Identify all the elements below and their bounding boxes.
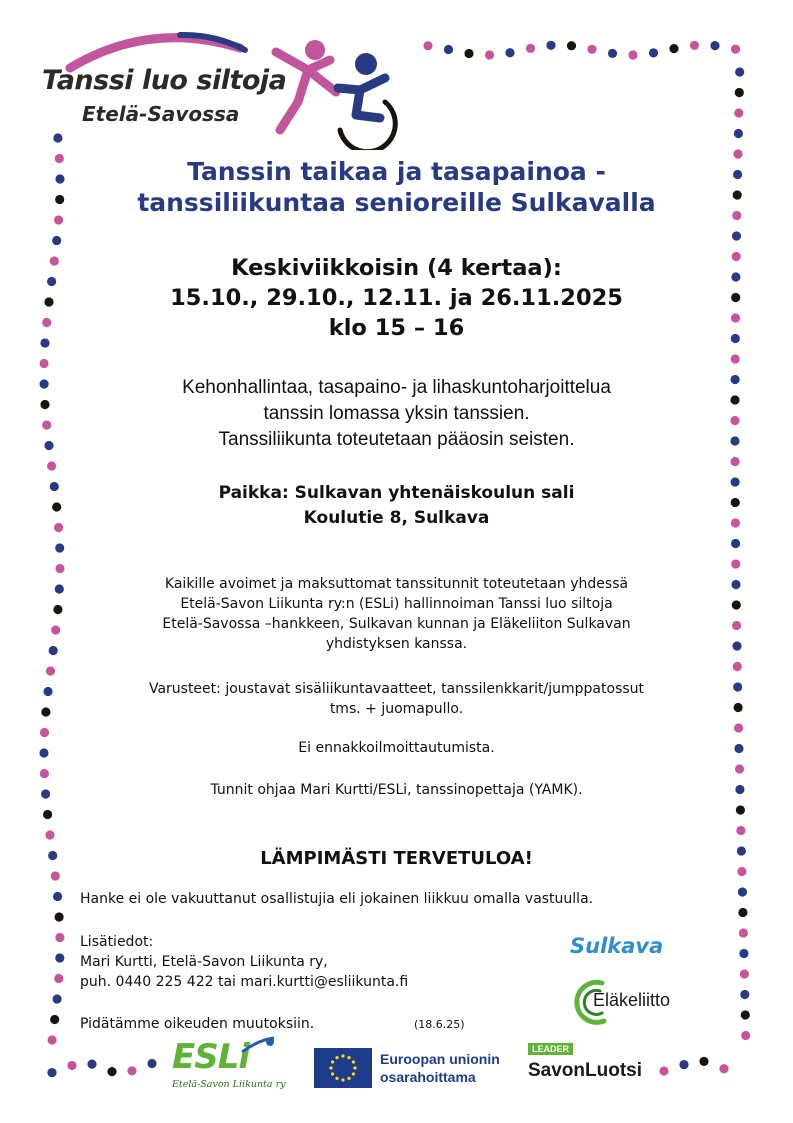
border-dot <box>67 1061 76 1070</box>
border-dot <box>567 41 576 50</box>
border-dot <box>423 41 432 50</box>
place-line-1: Paikka: Sulkavan yhtenäiskoulun sali <box>218 483 575 503</box>
border-dot <box>127 1066 136 1075</box>
esli-swoosh-icon <box>240 1036 276 1056</box>
border-dot <box>55 543 64 552</box>
border-dot <box>55 564 64 573</box>
elakeliitto-logo: Eläkeliitto <box>593 990 671 1010</box>
savonluotsi-logo: SavonLuotsi <box>528 1060 643 1081</box>
border-dot <box>738 908 747 917</box>
rights-note: Pidätämme oikeuden muutoksiin. <box>80 1016 315 1032</box>
title-line-1: Tanssin taikaa ja tasapainoa - <box>187 157 606 186</box>
border-dot <box>649 48 658 57</box>
border-dot <box>741 1010 750 1019</box>
border-dot <box>505 48 514 57</box>
teacher: Tunnit ohjaa Mari Kurtti/ESLi, tanssinopettaja (YAMK). <box>210 782 583 798</box>
border-dot <box>733 662 742 671</box>
border-dot <box>47 461 56 470</box>
description-line-3: Tanssiliikunta toteutetaan pääosin seisten. <box>218 429 575 450</box>
esli-subtitle: Etelä-Savon Liikunta ry <box>172 1079 286 1090</box>
border-dot <box>731 457 740 466</box>
border-dot <box>732 231 741 240</box>
eu-line-2: osarahoittama <box>380 1069 476 1085</box>
border-dot <box>55 933 64 942</box>
schedule <box>0 253 793 343</box>
border-dot <box>669 44 678 53</box>
border-dot <box>628 50 637 59</box>
info-line-4: yhdistyksen kanssa. <box>325 636 468 652</box>
border-dot <box>608 49 617 58</box>
border-dot <box>546 41 555 50</box>
info-paragraph <box>0 574 793 654</box>
contact-info <box>80 932 408 992</box>
border-dot <box>43 810 52 819</box>
border-dot <box>40 769 49 778</box>
border-dot <box>587 45 596 54</box>
navy-dancer-body <box>338 78 385 118</box>
date-note: (18.6.25) <box>414 1018 465 1031</box>
border-dot <box>735 764 744 773</box>
border-dot <box>107 1067 116 1076</box>
logo-subtitle: Etelä-Savossa <box>82 102 240 126</box>
contact-heading: Lisätiedot: <box>80 934 154 950</box>
border-dot <box>736 805 745 814</box>
border-dot <box>736 826 745 835</box>
schedule-line-1: Keskiviikkoisin (4 kertaa): <box>231 255 562 281</box>
description <box>0 375 793 453</box>
esli-logo: ESLi <box>172 1037 250 1077</box>
title-line-2: tanssiliikuntaa senioreille Sulkavalla <box>137 188 656 217</box>
welcome-heading: LÄMPIMÄSTI TERVETULOA! <box>260 848 533 869</box>
disclaimer: Hanke ei ole vakuuttanut osallistujia eli jokainen liikkuu omalla vastuulla. <box>80 891 594 907</box>
border-dot <box>734 129 743 138</box>
border-dot <box>55 953 64 962</box>
pink-dancer-head <box>305 40 325 60</box>
border-dot <box>740 990 749 999</box>
border-dot <box>47 1068 56 1077</box>
border-dot <box>739 928 748 937</box>
event-title <box>0 156 793 218</box>
border-dot <box>87 1060 96 1069</box>
border-dot <box>731 559 740 568</box>
border-dot <box>679 1060 688 1069</box>
leader-badge: LEADER <box>528 1043 573 1055</box>
description-line-1: Kehonhallintaa, tasapaino- ja lihaskuntoharjoittelua <box>182 377 611 398</box>
border-dot <box>526 44 535 53</box>
wheelchair-wheel <box>340 102 395 150</box>
logo-arc <box>70 38 240 68</box>
schedule-line-3: klo 15 – 16 <box>328 315 465 341</box>
contact-line-1: Mari Kurtti, Etelä-Savon Liikunta ry, <box>80 954 328 970</box>
navy-dancer-head <box>355 53 377 75</box>
border-dot <box>734 108 743 117</box>
border-dot <box>53 892 62 901</box>
border-dot <box>719 1064 728 1073</box>
info-line-3: Etelä-Savossa –hankkeen, Sulkavan kunnan ja Eläkeliiton Sulkavan <box>162 616 631 632</box>
border-dot <box>710 41 719 50</box>
border-dot <box>50 1015 59 1024</box>
border-dot <box>690 41 699 50</box>
eu-flag-icon <box>314 1048 372 1088</box>
eu-funding-text <box>380 1050 500 1086</box>
border-dot <box>741 1031 750 1040</box>
description-line-2: tanssin lomassa yksin tanssien. <box>263 403 530 424</box>
border-dot <box>46 666 55 675</box>
border-dot <box>735 88 744 97</box>
info-line-2: Etelä-Savon Liikunta ry:n (ESLi) hallinnoiman Tanssi luo siltoja <box>180 596 613 612</box>
border-dot <box>731 45 740 54</box>
equipment <box>0 679 793 719</box>
logo-title: Tanssi luo siltoja <box>42 65 287 96</box>
border-dot <box>735 67 744 76</box>
eu-line-1: Euroopan unionin <box>380 1051 500 1067</box>
schedule-line-2: 15.10., 29.10., 12.11. ja 26.11.2025 <box>170 285 623 311</box>
border-dot <box>731 354 740 363</box>
border-dot <box>699 1057 708 1066</box>
sulkava-logo: Sulkava <box>570 934 664 958</box>
equipment-line-2: tms. + juomapullo. <box>329 701 464 717</box>
border-dot <box>659 1066 668 1075</box>
border-dot <box>52 236 61 245</box>
border-dot <box>51 871 60 880</box>
border-dot <box>739 949 748 958</box>
border-dot <box>738 887 747 896</box>
border-dot <box>734 723 743 732</box>
info-line-1: Kaikille avoimet ja maksuttomat tanssitunnit toteutetaan yhdessä <box>164 576 629 592</box>
border-dot <box>40 728 49 737</box>
border-dot <box>464 49 473 58</box>
contact-line-2: puh. 0440 225 422 tai mari.kurtti@esliikunta.fi <box>80 974 409 990</box>
place <box>0 481 793 531</box>
equipment-line-1: Varusteet: joustavat sisäliikuntavaatteet, tanssilenkkarit/jumppatossut <box>148 681 645 697</box>
border-dot <box>444 45 453 54</box>
border-dot <box>485 50 494 59</box>
no-preregistration: Ei ennakkoilmoittautumista. <box>298 740 495 756</box>
border-dot <box>40 359 49 368</box>
border-dot <box>731 539 740 548</box>
place-line-2: Koulutie 8, Sulkava <box>303 508 490 528</box>
border-dot <box>48 1035 57 1044</box>
border-dot <box>53 994 62 1003</box>
border-dot <box>740 969 749 978</box>
border-dot <box>147 1059 156 1068</box>
border-dot <box>54 974 63 983</box>
border-dot <box>45 830 54 839</box>
border-dot <box>55 912 64 921</box>
